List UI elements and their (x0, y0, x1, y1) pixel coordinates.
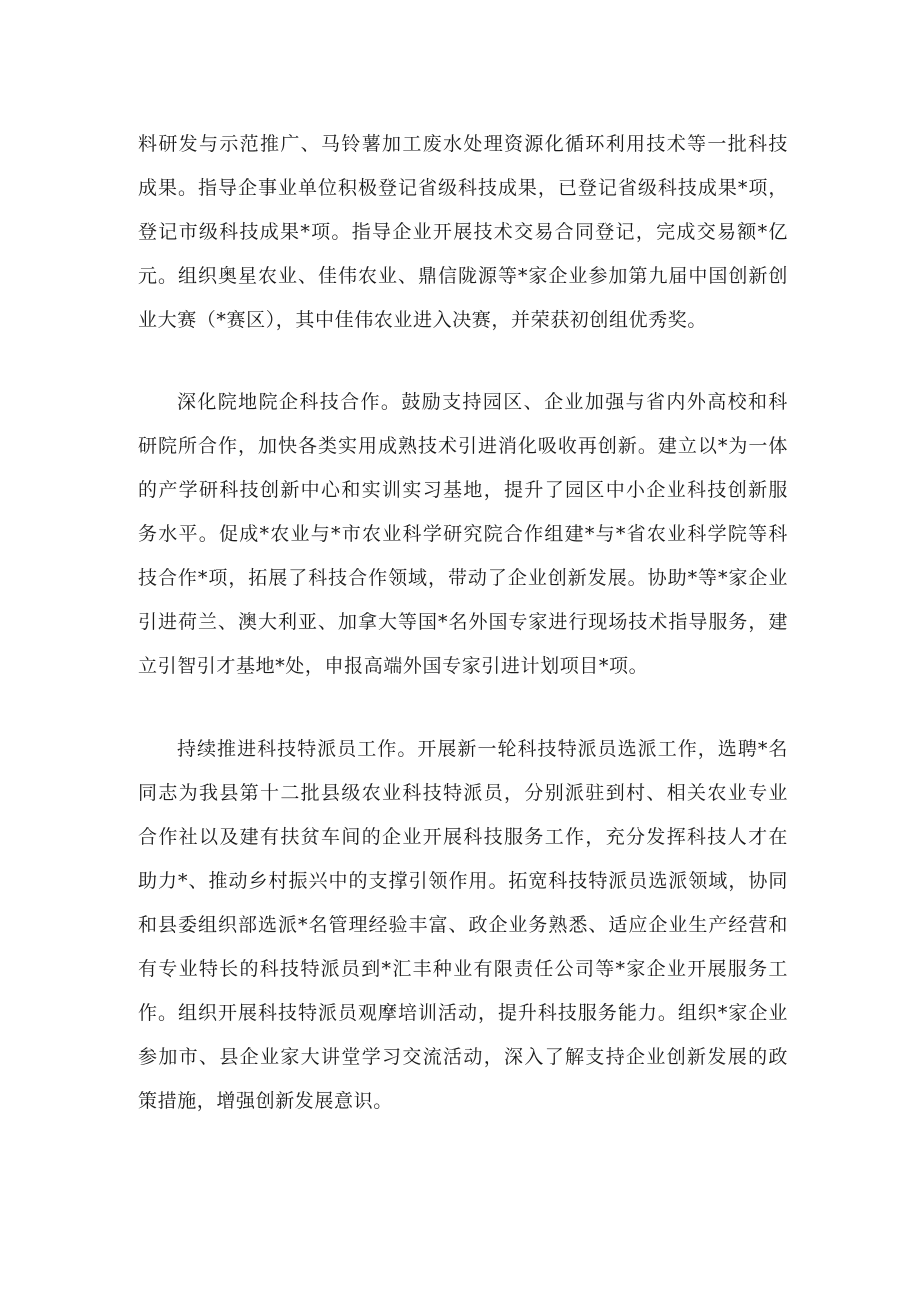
paragraph-1-line-3: 登记市级科技成果*项。指导企业开展技术交易合同登记，完成交易额*亿 (138, 221, 788, 243)
paragraph-2-line-4: 务水平。促成*农业与*市农业科学研究院合作组建*与*省农业科学院等科 (138, 523, 788, 545)
paragraph-2-line-6: 引进荷兰、澳大利亚、加拿大等国*名外国专家进行现场技术指导服务，建 (138, 611, 788, 633)
paragraph-2-line-5: 技合作*项，拓展了科技合作领域，带动了企业创新发展。协助*等*家企业 (138, 567, 788, 589)
paragraph-1-line-4: 元。组织奥星农业、佳伟农业、鼎信陇源等*家企业参加第九届中国创新创 (138, 265, 788, 287)
paragraph-3-line-1: 持续推进科技特派员工作。开展新一轮科技特派员选派工作，选聘*名 (177, 738, 788, 760)
paragraph-1-line-5: 业大赛（*赛区），其中佳伟农业进入决赛，并荣获初创组优秀奖。 (138, 309, 708, 331)
paragraph-2-line-2: 研院所合作，加快各类实用成熟技术引进消化吸收再创新。建立以*为一体 (138, 435, 788, 457)
paragraph-1-line-1: 料研发与示范推广、马铃薯加工废水处理资源化循环利用技术等一批科技 (138, 133, 788, 155)
paragraph-2-line-3: 的产学研科技创新中心和实训实习基地，提升了园区中小企业科技创新服 (138, 479, 788, 501)
paragraph-3-line-2: 同志为我县第十二批县级农业科技特派员，分别派驻到村、相关农业专业 (138, 782, 788, 804)
paragraph-3-line-9: 策措施，增强创新发展意识。 (138, 1090, 393, 1112)
paragraph-2-line-1: 深化院地院企科技合作。鼓励支持园区、企业加强与省内外高校和科 (177, 391, 788, 413)
paragraph-3-line-4: 助力*、推动乡村振兴中的支撑引领作用。拓宽科技特派员选派领域，协同 (138, 870, 788, 892)
paragraph-3-line-3: 合作社以及建有扶贫车间的企业开展科技服务工作，充分发挥科技人才在 (138, 826, 788, 848)
paragraph-3-line-8: 参加市、县企业家大讲堂学习交流活动，深入了解支持企业创新发展的政 (138, 1046, 788, 1068)
paragraph-1-line-2: 成果。指导企事业单位积极登记省级科技成果，已登记省级科技成果*项， (138, 177, 788, 199)
paragraph-3-line-5: 和县委组织部选派*名管理经验丰富、政企业务熟悉、适应企业生产经营和 (138, 914, 788, 936)
paragraph-3-line-6: 有专业特长的科技特派员到*汇丰种业有限责任公司等*家企业开展服务工 (138, 958, 788, 980)
paragraph-2-line-7: 立引智引才基地*处，申报高端外国专家引进计划项目*项。 (138, 655, 649, 677)
paragraph-3-line-7: 作。组织开展科技特派员观摩培训活动，提升科技服务能力。组织*家企业 (138, 1002, 788, 1024)
